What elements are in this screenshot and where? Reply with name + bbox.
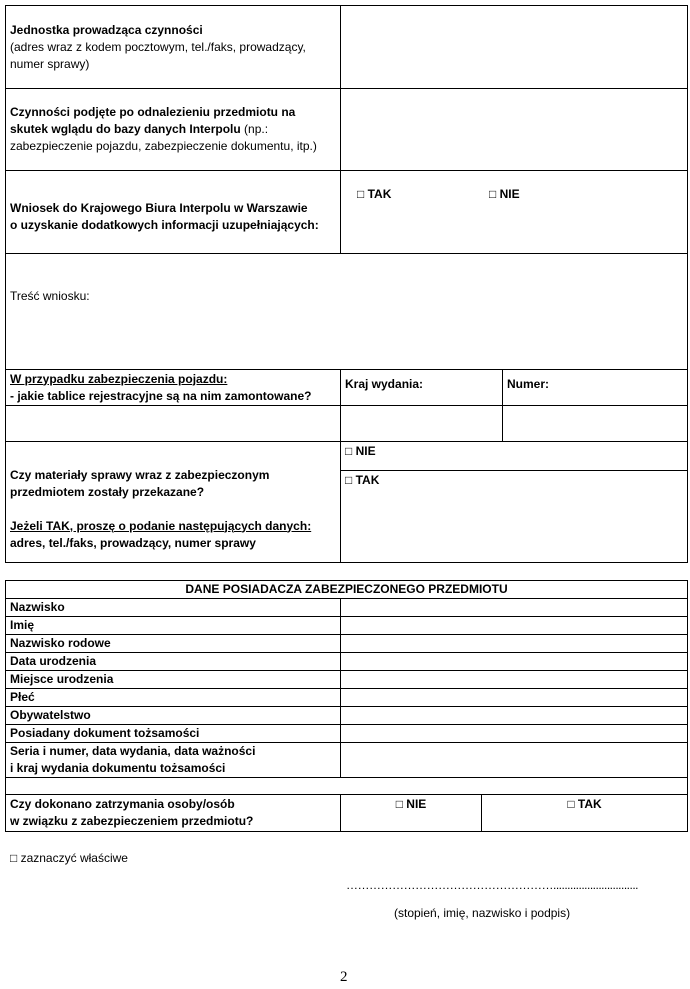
- birth-date-field[interactable]: [341, 653, 688, 671]
- holder-data-header: [6, 581, 688, 599]
- document-details-field[interactable]: [341, 743, 688, 778]
- row-label-citizenship: Obywatelstwo: [6, 707, 341, 725]
- footer-note: □ zaznaczyć właściwe: [10, 851, 128, 865]
- page-number: 2: [340, 969, 348, 985]
- vehicle-label-1: W przypadku zabezpieczenia pojazdu:: [10, 371, 228, 386]
- detention-yes-checkbox[interactable]: □ TAK: [567, 797, 602, 811]
- actions-note: (np.: zabezpieczenie pojazdu, zabezpieczenie dokumentu, itp.): [10, 122, 317, 153]
- spacer-row: [6, 778, 688, 795]
- row-label-birth-date: Data urodzenia: [6, 653, 341, 671]
- document-details-label-cell: [6, 743, 341, 778]
- sex-field[interactable]: [341, 689, 688, 707]
- materials-label-cell: [6, 442, 341, 563]
- unit-field[interactable]: [341, 6, 688, 89]
- plate-empty-cell: [6, 406, 341, 442]
- signature-caption: (stopień, imię, nazwisko i podpis): [394, 906, 571, 920]
- detention-no-cell: [341, 795, 482, 832]
- number-label: Numer:: [507, 377, 550, 391]
- actions-label-cell: [6, 89, 341, 171]
- materials-if-yes-1: Jeżeli TAK, proszę o podanie następujących danych:: [10, 518, 312, 533]
- materials-no-cell: [341, 442, 688, 471]
- materials-label-1: Czy materiały sprawy wraz z zabezpieczonym: [10, 467, 270, 482]
- materials-yes-checkbox[interactable]: □ TAK: [345, 473, 380, 487]
- row-label-id-document: Posiadany dokument tożsamości: [6, 725, 341, 743]
- maiden-name-field[interactable]: [341, 635, 688, 653]
- holder-data-title: DANE POSIADACZA ZABEZPIECZONEGO PRZEDMIOTU: [185, 582, 508, 596]
- actions-field[interactable]: [341, 89, 688, 171]
- unit-label-cell: [6, 6, 341, 89]
- surname-field[interactable]: [341, 599, 688, 617]
- document-details-label-1: Seria i numer, data wydania, data ważności: [10, 744, 256, 758]
- row-label-birth-place: Miejsce urodzenia: [6, 671, 341, 689]
- materials-label-2: przedmiotem zostały przekazane?: [10, 484, 205, 499]
- unit-note: (adres wraz z kodem pocztowym, tel./faks, prowadzący, numer sprawy): [10, 39, 306, 71]
- request-yes-checkbox[interactable]: □ TAK: [357, 187, 392, 201]
- materials-no-checkbox[interactable]: □ NIE: [345, 444, 376, 458]
- signature-line: ………………………………………………..............................: [346, 878, 639, 892]
- materials-if-yes-2: adres, tel./faks, prowadzący, numer sprawy: [10, 535, 256, 550]
- vehicle-label-cell: [6, 370, 341, 406]
- citizenship-field[interactable]: [341, 707, 688, 725]
- request-content-cell[interactable]: [6, 254, 688, 370]
- unit-label: Jednostka prowadząca czynności: [10, 22, 203, 37]
- case-info-table: [5, 5, 688, 563]
- country-header-cell: [341, 370, 503, 406]
- number-header-cell: [503, 370, 688, 406]
- materials-yes-cell[interactable]: [341, 471, 688, 563]
- detention-yes-cell: [482, 795, 688, 832]
- row-label-maiden-name: Nazwisko rodowe: [6, 635, 341, 653]
- request-no-checkbox[interactable]: □ NIE: [489, 187, 520, 201]
- country-field[interactable]: [341, 406, 503, 442]
- first-name-field[interactable]: [341, 617, 688, 635]
- actions-label: Czynności podjęte po odnalezieniu przedmiotu na skutek wglądu do bazy danych Interpolu: [10, 105, 296, 136]
- row-label-sex: Płeć: [6, 689, 341, 707]
- request-label-cell: [6, 171, 341, 254]
- detention-label-2: w związku z zabezpieczeniem przedmiotu?: [10, 814, 254, 828]
- row-label-first-name: Imię: [6, 617, 341, 635]
- detention-label-cell: [6, 795, 341, 832]
- detention-label-1: Czy dokonano zatrzymania osoby/osób: [10, 797, 235, 811]
- request-label-2: o uzyskanie dodatkowych informacji uzupełniających:: [10, 218, 319, 232]
- country-label: Kraj wydania:: [345, 377, 424, 391]
- vehicle-label-2: - jakie tablice rejestracyjne są na nim zamontowane?: [10, 388, 312, 403]
- row-label-surname: Nazwisko: [6, 599, 341, 617]
- birth-place-field[interactable]: [341, 671, 688, 689]
- request-options-cell: [341, 171, 688, 254]
- id-document-field[interactable]: [341, 725, 688, 743]
- request-label-1: Wniosek do Krajowego Biura Interpolu w Warszawie: [10, 201, 308, 215]
- holder-data-table: [5, 580, 688, 832]
- number-field[interactable]: [503, 406, 688, 442]
- document-details-label-2: i kraj wydania dokumentu tożsamości: [10, 761, 226, 775]
- request-content-label: Treść wniosku:: [10, 289, 90, 303]
- detention-no-checkbox[interactable]: □ NIE: [395, 797, 427, 811]
